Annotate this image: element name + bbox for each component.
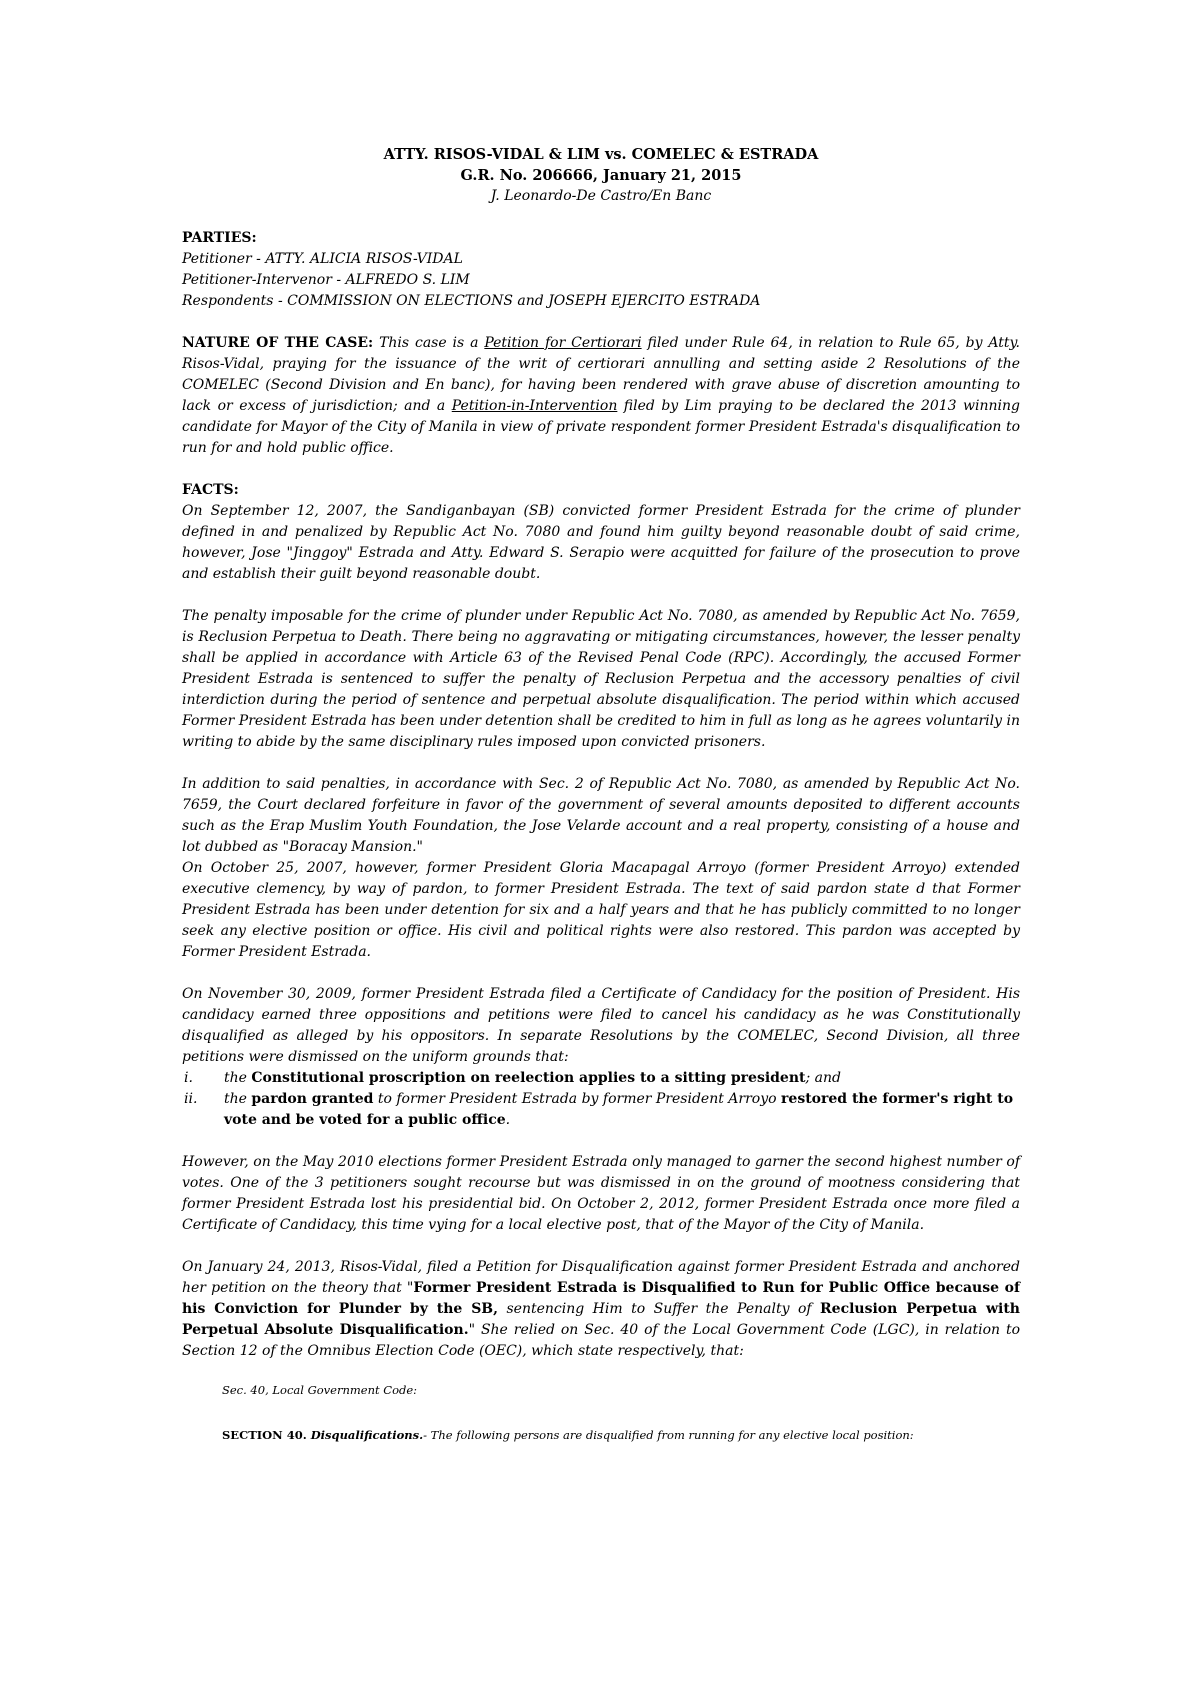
section-40-label: SECTION 40. [222,1428,307,1442]
facts-paragraph-2: The penalty imposable for the crime of plunder under Republic Act No. 7080, as amended by Republic Act No. 7659, is Reclusion Perpetua to Death. There being no aggravating or mitigating circumstances, however, the lesser penalty shall be applied in accordance with Article 63 of the Revised Penal Code (RPC). Accordingly, the accused Former President Estrada is sentenced to suffer the penalty of Reclusion Perpetua and the accessory penalties of civil interdiction during the period of sentence and perpetual absolute disqualification. The period within which accused Former President Estrada has been under detention shall be credited to him in full as long as he agrees voluntarily in writing to abide by the same disciplinary rules imposed upon convicted prisoners. [182,608,1020,750]
list-item-text [224,1091,1013,1128]
party-intervenor: Petitioner-Intervenor - ALFREDO S. LIM [182,272,470,288]
list-item-number: ii. [184,1091,198,1107]
facts-paragraph-5: On November 30, 2009, former President Estrada filed a Certificate of Candidacy for the position of President. His candidacy earned three oppositions and petitions were filed to cancel his candidacy as he was Constitutionally disqualified as alleged by his oppositors. In separate Resolutions by the COMELEC, Second Division, all three petitions were dismissed on the uniform grounds that: [182,986,1020,1065]
quote-source: Sec. 40, Local Government Code: [222,1383,418,1397]
p7-bold-d: Reclusion Perpetua with Perpetual Absolute Disqualification. [182,1301,1020,1338]
nature-text-2: filed under Rule 64, in relation to Rule 65, by Atty. Risos-Vidal, praying for the issuance of the writ of certiorari annulling and setting aside 2 Resolutions of the COMELEC (Second Division and En banc), for having been rendered with grave abuse of discretion amounting to lack or excess of jurisdiction; and a [182,335,1020,414]
item-text-a: the [224,1091,252,1107]
section-40-line [222,1425,1020,1446]
nature-certiorari: Petition for Certiorari [484,335,642,351]
item-text-e: . [505,1112,511,1128]
nature-text-3: filed by Lim praying to be declared the 2013 winning candidate for Mayor of the City of Manila in view of private respondent former President Estrada's disqualification to run for and hold public office. [182,398,1021,456]
p7-text-c: sentencing Him to Suffer the Penalty of [498,1301,821,1317]
document-body [182,144,1020,1446]
nature-text-1: This case is a [373,335,485,351]
list-item [182,1089,1020,1131]
facts-paragraph-1: On September 12, 2007, the Sandiganbayan (SB) convicted former President Estrada for the crime of plunder defined in and penalized by Republic Act No. 7080 and found him guilty beyond reasonable doubt of said crime, however, Jose "Jinggoy" Estrada and Atty. Edward S. Serapio were acquitted for failure of the prosecution to prove and establish their guilt beyond reasonable doubt. [182,503,1020,582]
party-respondents: Respondents - COMMISSION ON ELECTIONS and JOSEPH EJERCITO ESTRADA [182,293,761,309]
item-text-c: ; and [805,1070,841,1086]
item-text-c: to former President Estrada by former President Arroyo [373,1091,782,1107]
p7-text-e: " She relied on Sec. 40 of the Local Government Code (LGC), in relation to Section 12 of the Omnibus Election Code (OEC), which state respectively, that: [182,1322,1020,1359]
nature-label: NATURE OF THE CASE: [182,335,374,351]
facts-paragraph-6: However, on the May 2010 elections former President Estrada only managed to garner the second highest number of votes. One of the 3 petitioners sought recourse but was dismissed in on the ground of mootness considering that former President Estrada lost his presidential bid. On October 2, 2012, former President Estrada once more filed a Certificate of Candidacy, this time vying for a local elective post, that of the Mayor of the City of Manila. [182,1154,1020,1233]
facts-heading: FACTS: [182,482,239,498]
grounds-list [182,1068,1020,1131]
list-item-text [224,1070,841,1086]
section-40-title: Disqualifications. [306,1428,424,1442]
nature-of-case-paragraph [182,333,1020,459]
list-item [182,1068,1020,1089]
facts-paragraph-4: On October 25, 2007, however, former President Gloria Macapagal Arroyo (former President Arroyo) extended executive clemency, by way of pardon, to former President Estrada. The text of said pardon state d that Former President Estrada has been under detention for six and a half years and that he has publicly committed to no longer seek any elective position or office. His civil and political rights were also restored. This pardon was accepted by Former President Estrada. [182,860,1020,960]
case-header [182,144,1020,207]
list-item-number: i. [184,1070,193,1086]
section-40-text: - The following persons are disqualified from running for any elective local position: [423,1428,914,1442]
case-title: ATTY. RISOS-VIDAL & LIM vs. COMELEC & ESTRADA [383,146,819,163]
party-petitioner: Petitioner - ATTY. ALICIA RISOS-VIDAL [182,251,463,267]
parties-list [182,249,1020,312]
nature-intervention: Petition-in-Intervention [451,398,618,414]
p7-text-a: On January 24, 2013, Risos-Vidal, filed a Petition for Disqualification against former President Estrada and anchored her petition on the theory that " [182,1259,1020,1296]
item-text-bold-2: restored the former's right to vote and be voted for a public office [224,1091,1014,1128]
parties-heading: PARTIES: [182,230,257,246]
p7-bold-b: Former President Estrada is Disqualified to Run for Public Office because of his Conviction for Plunder by the SB, [182,1280,1020,1317]
facts-paragraph-3: In addition to said penalties, in accordance with Sec. 2 of Republic Act No. 7080, as amended by Republic Act No. 7659, the Court declared forfeiture in favor of the government of several amounts deposited to different accounts such as the Erap Muslim Youth Foundation, the Jose Velarde account and a real property, consisting of a house and lot dubbed as "Boracay Mansion." [182,776,1020,855]
case-ponente: J. Leonardo-De Castro/En Banc [490,188,712,204]
item-text-bold: pardon granted [251,1091,374,1107]
item-text-a: the [224,1070,252,1086]
facts-paragraph-7 [182,1257,1020,1362]
item-text-bold: Constitutional proscription on reelection applies to a sitting president [251,1070,806,1086]
case-number: G.R. No. 206666, January 21, 2015 [460,167,742,184]
